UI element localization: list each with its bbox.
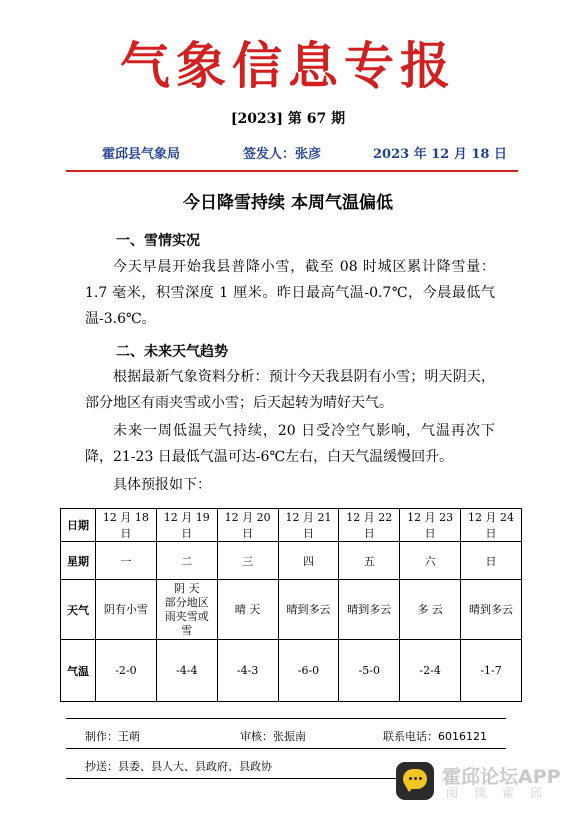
- weather-line: 阴有小雪: [103, 602, 148, 616]
- footer-maker: 制作：王萌: [85, 730, 140, 743]
- paragraph-trend-2: 未来一周低温天气持续，20 日受冷空气影响，气温再次下降，21-23 日最低气温可达-6℃左右，白天气温缓慢回升。: [85, 423, 495, 465]
- cell-date: 12 月 20 日: [217, 509, 278, 542]
- issue-number: [2023] 第 67 期: [230, 111, 346, 127]
- weather-line: 阴 天: [174, 581, 200, 595]
- footer-phone: 联系电话：6016121: [383, 730, 487, 743]
- section-title-snow: 一、雪情实况: [116, 233, 200, 249]
- paragraph-trend-1: 根据最新气象资料分析：预计今天我县阴有小雪；明天阴天，部分地区有雨夹雪或小雪；后天起转为晴好天气。: [85, 369, 495, 411]
- row-header-weather: 天气: [61, 580, 96, 640]
- cell-weekday: 四: [278, 542, 339, 580]
- cell-weather: [278, 580, 339, 640]
- headline: 今日降雪持续 本周气温偏低: [183, 193, 393, 213]
- footer-reviewer: 审核：张振南: [240, 730, 306, 743]
- cell-weekday: 日: [461, 542, 522, 580]
- forecast-table: [60, 508, 522, 702]
- cell-temp: -1-7: [461, 640, 522, 702]
- signer: 签发人：张彦: [243, 147, 322, 162]
- cell-weather: [400, 580, 461, 640]
- cell-temp: -2-4: [400, 640, 461, 702]
- cell-weather: [217, 580, 278, 640]
- cell-weekday: 一: [96, 542, 157, 580]
- cell-weather: [96, 580, 157, 640]
- weather-line: 雪: [181, 623, 193, 637]
- row-temp: [61, 640, 522, 702]
- chat-bubble-icon: [396, 762, 434, 800]
- cell-date: 12 月 19 日: [156, 509, 217, 542]
- weather-line: 雨夹雪或: [164, 609, 209, 623]
- row-header-temp: 气温: [61, 640, 96, 702]
- cell-weather: [156, 580, 217, 640]
- footer-cc: 抄送：县委、县人大、县政府、县政协: [85, 760, 272, 773]
- cell-temp: -6-0: [278, 640, 339, 702]
- cell-date: 12 月 21 日: [278, 509, 339, 542]
- cell-weather: [339, 580, 400, 640]
- row-header-weekday: 星期: [61, 542, 96, 580]
- row-date: [61, 509, 522, 542]
- weather-line: 晴 天: [234, 602, 261, 616]
- issuer: 霍邱县气象局: [102, 147, 181, 162]
- watermark-title: 霍邱论坛APP: [442, 766, 561, 788]
- cell-temp: -5-0: [339, 640, 400, 702]
- paragraph-snow: 今天早晨开始我县普降小雪，截至 08 时城区累计降雪量：1.7 毫米，积雪深度 1 厘米。昨日最高气温-0.7℃，今晨最低气温-3.6℃。: [85, 259, 495, 327]
- section-title-trend: 二、未来天气趋势: [116, 344, 228, 360]
- cell-temp: -2-0: [96, 640, 157, 702]
- paragraph-trend-3: 具体预报如下：: [113, 477, 211, 493]
- issue-date: 2023 年 12 月 18 日: [373, 147, 507, 162]
- app-watermark: [396, 762, 572, 800]
- footer-divider-bottom: [66, 778, 396, 779]
- row-weather: [61, 580, 522, 640]
- cell-weekday: 五: [339, 542, 400, 580]
- weather-line: 晴到多云: [469, 602, 514, 616]
- cell-date: 12 月 24 日: [461, 509, 522, 542]
- row-header-date: 日期: [61, 509, 96, 542]
- cell-weekday: 六: [400, 542, 461, 580]
- footer-divider-top: [66, 718, 506, 719]
- weather-line: 多 云: [417, 602, 443, 616]
- cell-date: 12 月 23 日: [400, 509, 461, 542]
- cell-weather: [461, 580, 522, 640]
- footer-divider-mid: [66, 748, 506, 749]
- cell-temp: -4-4: [156, 640, 217, 702]
- red-divider: [66, 170, 518, 172]
- cell-date: 12 月 22 日: [339, 509, 400, 542]
- cell-date: 12 月 18 日: [96, 509, 157, 542]
- cell-temp: -4-3: [217, 640, 278, 702]
- cell-weekday: 三: [217, 542, 278, 580]
- weather-line: 晴到多云: [347, 602, 392, 616]
- watermark-subtitle: 阅读霍邱: [446, 786, 559, 800]
- cell-weekday: 二: [156, 542, 217, 580]
- weather-line: 晴到多云: [286, 602, 331, 616]
- masthead-title: 气象信息专报: [120, 36, 456, 95]
- row-weekday: [61, 542, 522, 580]
- weather-line: 部分地区: [164, 595, 209, 609]
